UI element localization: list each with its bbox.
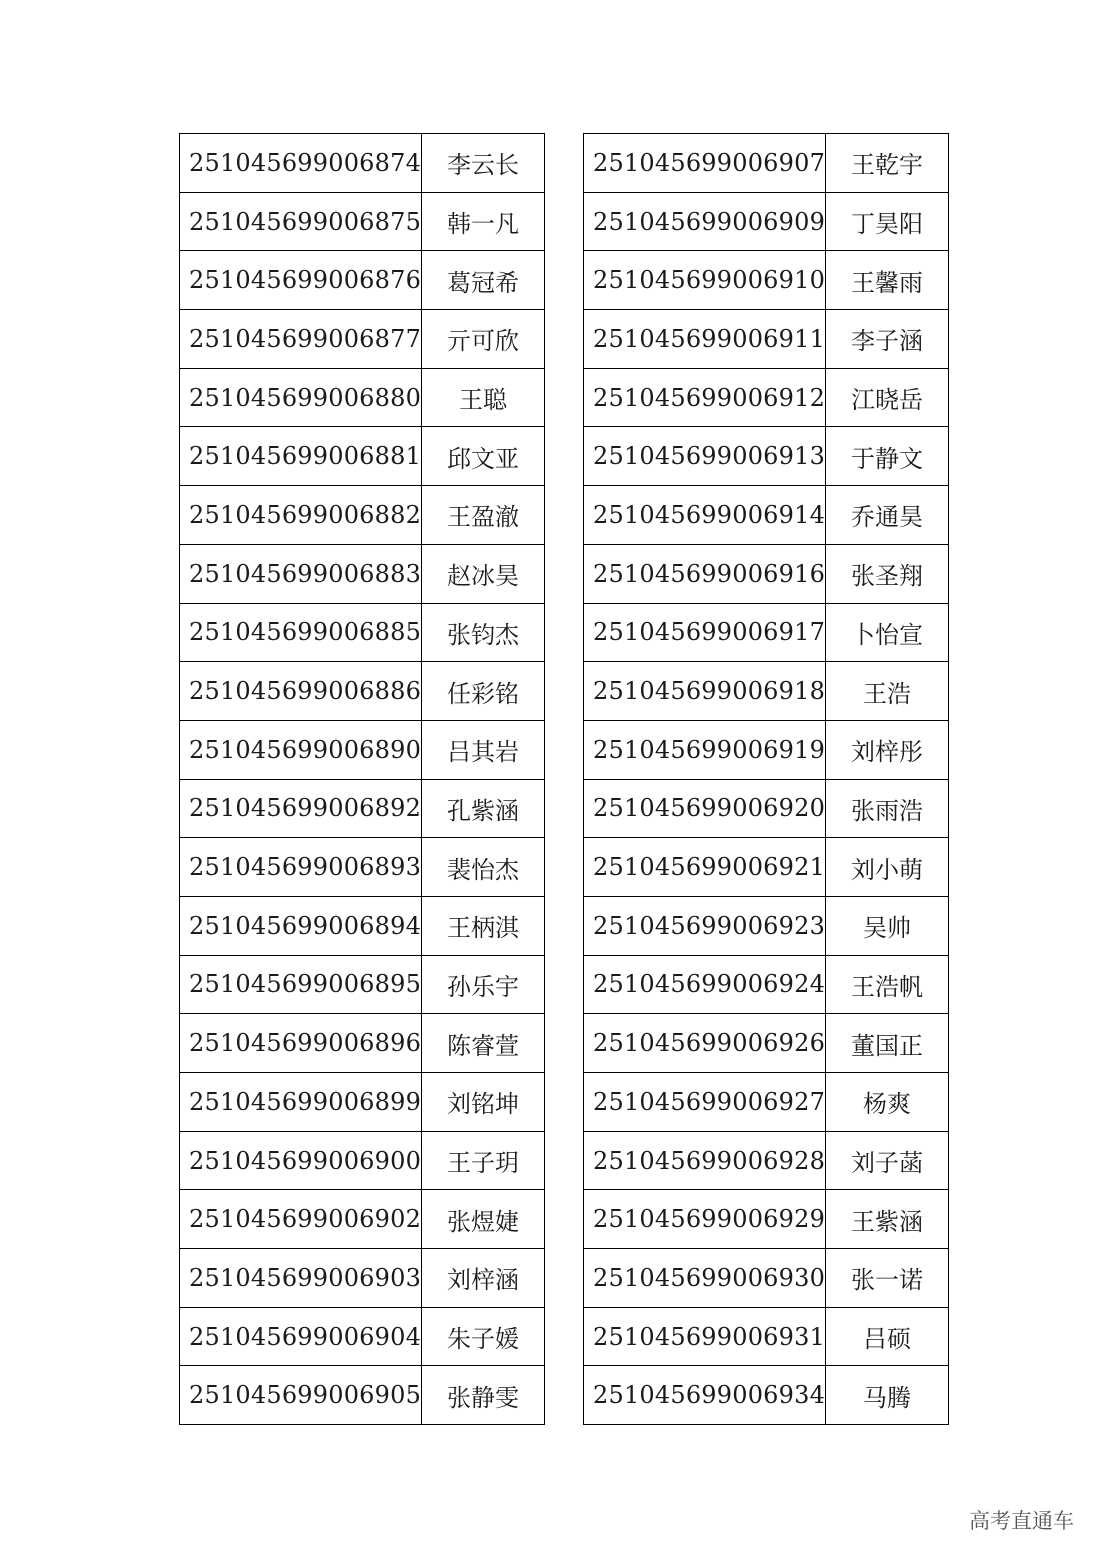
candidate-name: 邱文亚 [422, 427, 545, 486]
candidate-id: 251045699006881 [180, 427, 422, 486]
candidate-name: 吕硕 [826, 1307, 949, 1366]
table-row [584, 1366, 949, 1425]
candidate-name: 丁昊阳 [826, 192, 949, 251]
candidate-name: 赵冰昊 [422, 544, 545, 603]
candidate-name: 王子玥 [422, 1131, 545, 1190]
table-row [584, 838, 949, 897]
table-row [584, 134, 949, 193]
watermark-label: 高考直通车 [969, 1509, 1074, 1533]
table-row [180, 1131, 545, 1190]
table-row [180, 1366, 545, 1425]
candidate-id: 251045699006876 [180, 251, 422, 310]
candidate-id: 251045699006926 [584, 1014, 826, 1073]
candidate-id: 251045699006930 [584, 1249, 826, 1308]
candidate-name: 裴怡杰 [422, 838, 545, 897]
candidate-id: 251045699006900 [180, 1131, 422, 1190]
table-row [584, 368, 949, 427]
table-row [180, 1249, 545, 1308]
table-row [180, 427, 545, 486]
table-row [584, 1307, 949, 1366]
candidate-id: 251045699006890 [180, 720, 422, 779]
candidate-id: 251045699006923 [584, 896, 826, 955]
candidate-id: 251045699006883 [180, 544, 422, 603]
table-row [180, 779, 545, 838]
candidate-id: 251045699006914 [584, 486, 826, 545]
table-row [180, 134, 545, 193]
candidate-id: 251045699006877 [180, 310, 422, 369]
candidate-name: 张钧杰 [422, 603, 545, 662]
candidate-id: 251045699006896 [180, 1014, 422, 1073]
table-row [180, 544, 545, 603]
candidate-name: 葛冠希 [422, 251, 545, 310]
candidate-name: 江晓岳 [826, 368, 949, 427]
table-row [180, 1190, 545, 1249]
candidate-name: 于静文 [826, 427, 949, 486]
candidate-name: 李云长 [422, 134, 545, 193]
table-row [584, 310, 949, 369]
candidate-id: 251045699006892 [180, 779, 422, 838]
candidate-id: 251045699006893 [180, 838, 422, 897]
candidate-name: 王紫涵 [826, 1190, 949, 1249]
candidate-name: 刘梓彤 [826, 720, 949, 779]
candidate-id: 251045699006927 [584, 1073, 826, 1132]
candidate-name: 任彩铭 [422, 662, 545, 721]
candidate-id: 251045699006917 [584, 603, 826, 662]
table-row [584, 1190, 949, 1249]
candidate-id: 251045699006895 [180, 955, 422, 1014]
table-row [584, 955, 949, 1014]
table-row [180, 192, 545, 251]
candidate-name: 刘梓涵 [422, 1249, 545, 1308]
candidate-name: 刘小萌 [826, 838, 949, 897]
table-row [584, 603, 949, 662]
candidate-id: 251045699006909 [584, 192, 826, 251]
candidate-name: 亓可欣 [422, 310, 545, 369]
table-row [180, 662, 545, 721]
candidate-id: 251045699006904 [180, 1307, 422, 1366]
candidate-name: 马腾 [826, 1366, 949, 1425]
roster-table-left [179, 133, 545, 1425]
candidate-id: 251045699006931 [584, 1307, 826, 1366]
candidate-id: 251045699006902 [180, 1190, 422, 1249]
candidate-id: 251045699006903 [180, 1249, 422, 1308]
candidate-name: 王聪 [422, 368, 545, 427]
table-row [180, 310, 545, 369]
table-row [584, 427, 949, 486]
roster-table-right [583, 133, 949, 1425]
candidate-name: 张雨浩 [826, 779, 949, 838]
candidate-name: 王乾宇 [826, 134, 949, 193]
table-row [584, 192, 949, 251]
candidate-id: 251045699006886 [180, 662, 422, 721]
candidate-id: 251045699006911 [584, 310, 826, 369]
candidate-name: 刘子菡 [826, 1131, 949, 1190]
candidate-id: 251045699006920 [584, 779, 826, 838]
candidate-id: 251045699006924 [584, 955, 826, 1014]
candidate-id: 251045699006921 [584, 838, 826, 897]
table-row [584, 720, 949, 779]
candidate-name: 朱子媛 [422, 1307, 545, 1366]
table-row [180, 1073, 545, 1132]
candidate-name: 张煜婕 [422, 1190, 545, 1249]
candidate-name: 吕其岩 [422, 720, 545, 779]
table-row [584, 662, 949, 721]
candidate-id: 251045699006874 [180, 134, 422, 193]
table-row [180, 486, 545, 545]
candidate-name: 吴帅 [826, 896, 949, 955]
table-row [584, 251, 949, 310]
candidate-name: 卜怡宣 [826, 603, 949, 662]
table-row [180, 1014, 545, 1073]
candidate-name: 孙乐宇 [422, 955, 545, 1014]
table-row [180, 955, 545, 1014]
candidate-name: 陈睿萱 [422, 1014, 545, 1073]
candidate-id: 251045699006899 [180, 1073, 422, 1132]
candidate-name: 李子涵 [826, 310, 949, 369]
candidate-name: 王柄淇 [422, 896, 545, 955]
candidate-name: 杨爽 [826, 1073, 949, 1132]
table-row [180, 251, 545, 310]
table-row [180, 368, 545, 427]
candidate-id: 251045699006885 [180, 603, 422, 662]
candidate-name: 董国正 [826, 1014, 949, 1073]
candidate-name: 张一诺 [826, 1249, 949, 1308]
table-row [584, 544, 949, 603]
table-row [180, 1307, 545, 1366]
candidate-name: 韩一凡 [422, 192, 545, 251]
candidate-name: 王盈澈 [422, 486, 545, 545]
table-row [584, 486, 949, 545]
table-row [180, 720, 545, 779]
table-row [180, 603, 545, 662]
candidate-id: 251045699006894 [180, 896, 422, 955]
candidate-id: 251045699006934 [584, 1366, 826, 1425]
table-row [180, 896, 545, 955]
candidate-id: 251045699006907 [584, 134, 826, 193]
candidate-name: 王浩帆 [826, 955, 949, 1014]
candidate-id: 251045699006882 [180, 486, 422, 545]
candidate-name: 王馨雨 [826, 251, 949, 310]
table-row [584, 1131, 949, 1190]
candidate-name: 张静雯 [422, 1366, 545, 1425]
candidate-id: 251045699006912 [584, 368, 826, 427]
candidate-name: 张圣翔 [826, 544, 949, 603]
candidate-id: 251045699006928 [584, 1131, 826, 1190]
table-row [584, 1014, 949, 1073]
candidate-id: 251045699006929 [584, 1190, 826, 1249]
table-row [584, 896, 949, 955]
candidate-name: 刘铭坤 [422, 1073, 545, 1132]
table-row [584, 779, 949, 838]
candidate-id: 251045699006875 [180, 192, 422, 251]
candidate-id: 251045699006919 [584, 720, 826, 779]
candidate-id: 251045699006913 [584, 427, 826, 486]
candidate-id: 251045699006880 [180, 368, 422, 427]
table-row [180, 838, 545, 897]
table-row [584, 1073, 949, 1132]
candidate-id: 251045699006910 [584, 251, 826, 310]
candidate-name: 王浩 [826, 662, 949, 721]
candidate-id: 251045699006905 [180, 1366, 422, 1425]
candidate-name: 孔紫涵 [422, 779, 545, 838]
candidate-name: 乔通昊 [826, 486, 949, 545]
candidate-id: 251045699006916 [584, 544, 826, 603]
candidate-id: 251045699006918 [584, 662, 826, 721]
table-row [584, 1249, 949, 1308]
